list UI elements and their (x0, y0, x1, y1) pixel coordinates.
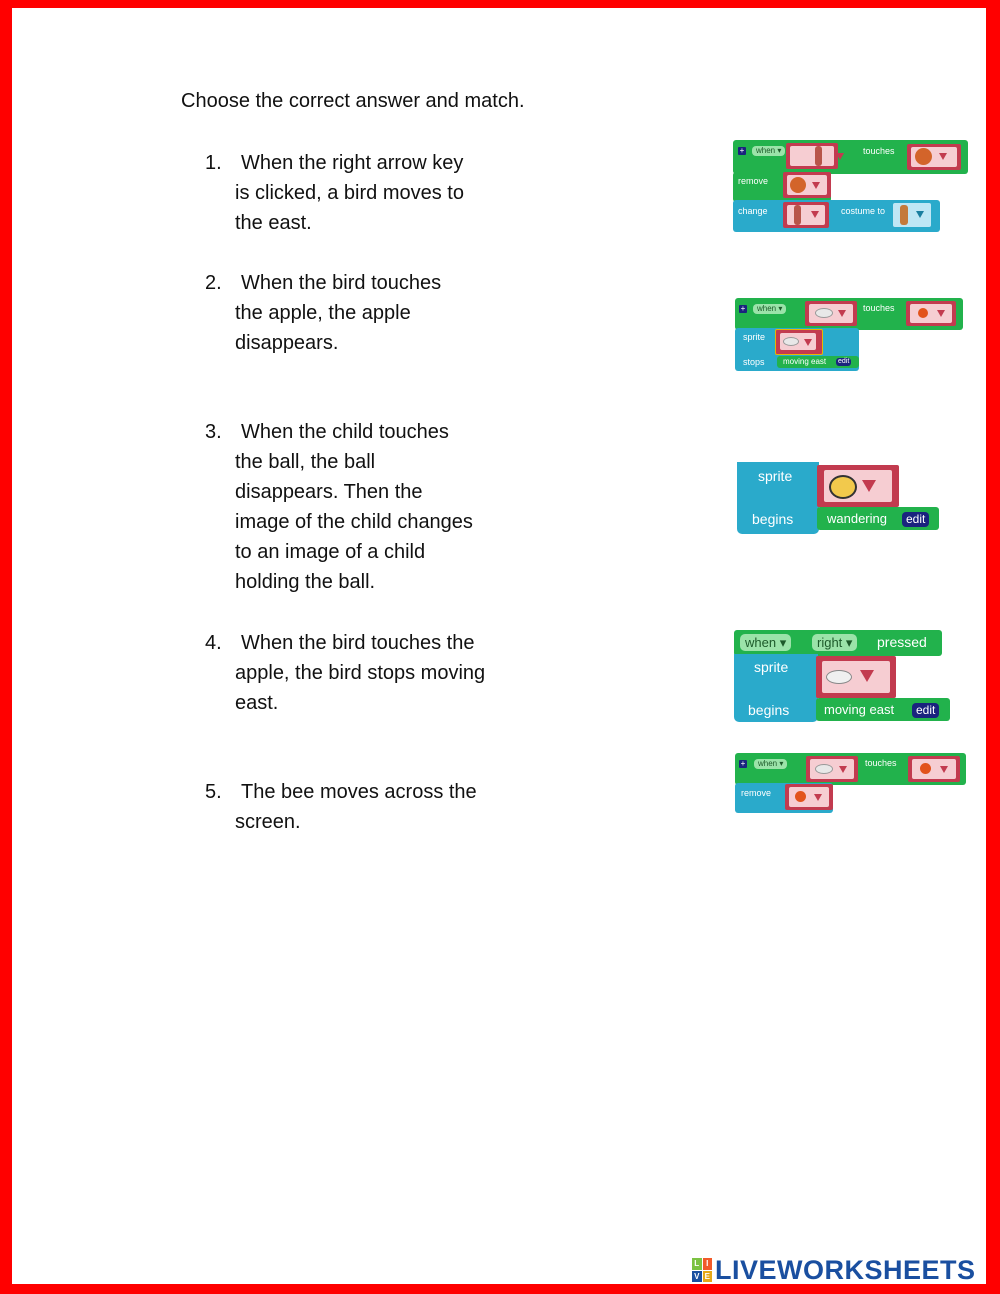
behavior-value: moving east (783, 357, 827, 366)
question-2 (205, 268, 441, 358)
when-dropdown[interactable]: when ▾ (752, 146, 785, 156)
question-line: screen. (235, 811, 301, 833)
edit-button[interactable]: edit (912, 703, 939, 718)
logo-grid-icon (692, 1258, 712, 1282)
question-line: to an image of a child (235, 541, 426, 563)
dropdown-arrow-icon (804, 339, 812, 346)
question-3 (205, 417, 473, 597)
child-icon (815, 146, 822, 166)
logo-letter: E (703, 1271, 713, 1283)
dropdown-arrow-icon (814, 794, 822, 801)
code-block-1[interactable] (733, 140, 968, 235)
sprite-label: sprite (754, 659, 789, 675)
when-dropdown[interactable]: when ▾ (754, 759, 787, 769)
edit-button[interactable]: edit (838, 358, 850, 365)
question-line: east. (235, 692, 279, 714)
apple-icon (920, 763, 931, 774)
pressed-label: pressed (877, 634, 927, 650)
question-line: When the bird touches the (241, 632, 475, 654)
remove-label: remove (738, 176, 769, 186)
question-number: 1. (205, 152, 222, 174)
question-line: When the child touches (241, 421, 449, 443)
instruction-text: Choose the correct answer and match. (181, 90, 525, 112)
when-dropdown[interactable]: when ▾ (740, 634, 791, 651)
dropdown-arrow-icon (812, 182, 820, 189)
bird-icon (815, 764, 833, 774)
question-line: When the right arrow key (241, 152, 464, 174)
question-number: 3. (205, 421, 222, 443)
begins-label: begins (752, 511, 794, 527)
dropdown-arrow-icon (838, 310, 846, 317)
costume-label: costume to (841, 206, 886, 216)
code-block-2[interactable] (735, 298, 963, 373)
question-4 (205, 628, 485, 718)
logo-letter: L (692, 1258, 702, 1270)
question-line: disappears. (235, 332, 339, 354)
slot-inner (790, 146, 834, 166)
edit-button[interactable]: edit (902, 512, 929, 527)
question-line: the apple, the apple (235, 302, 411, 324)
dropdown-arrow-icon (940, 766, 948, 773)
touches-label: touches (863, 146, 895, 156)
behavior-value: moving east (824, 702, 895, 717)
dropdown-arrow-icon (862, 480, 876, 492)
question-number: 5. (205, 781, 222, 803)
behavior-value: wandering (827, 511, 887, 526)
add-icon[interactable]: + (740, 304, 746, 313)
bird-icon (815, 308, 833, 318)
question-line: the ball, the ball (235, 451, 376, 473)
question-line: the east. (235, 212, 312, 234)
apple-icon (918, 308, 928, 318)
code-block-5[interactable] (735, 753, 966, 815)
change-label: change (738, 206, 768, 216)
remove-label: remove (741, 788, 772, 798)
key-dropdown[interactable]: right ▾ (812, 634, 857, 651)
costume-slot[interactable] (893, 203, 931, 227)
question-5 (205, 777, 477, 837)
question-1 (205, 148, 464, 238)
dropdown-arrow-icon (811, 211, 819, 218)
liveworksheets-logo (692, 1255, 976, 1285)
slot-inner (912, 759, 956, 779)
question-line: apple, the bird stops moving (235, 662, 486, 684)
question-number: 4. (205, 632, 222, 654)
question-number: 2. (205, 272, 222, 294)
dropdown-arrow-icon (916, 211, 924, 218)
slot-inner (910, 304, 952, 323)
code-block-3[interactable] (737, 462, 939, 537)
dropdown-arrow-icon (839, 766, 847, 773)
apple-icon (795, 791, 806, 802)
touches-label: touches (863, 303, 895, 313)
dropdown-arrow-icon (836, 153, 844, 160)
bee-icon (829, 475, 857, 499)
code-block-4[interactable] (734, 630, 950, 725)
basketball-icon (915, 148, 932, 165)
dropdown-arrow-icon (860, 670, 874, 682)
question-line: image of the child changes (235, 511, 473, 533)
add-icon[interactable]: + (740, 759, 746, 768)
logo-letter: V (692, 1271, 702, 1283)
begins-label: begins (748, 702, 790, 718)
child-icon (794, 205, 801, 225)
touches-label: touches (865, 758, 897, 768)
stops-label: stops (743, 357, 765, 367)
sprite-label: sprite (743, 332, 766, 342)
question-line: disappears. Then the (235, 481, 423, 503)
question-line: is clicked, a bird moves to (235, 182, 464, 204)
slot-inner (787, 205, 825, 225)
bird-icon (826, 670, 852, 684)
add-icon[interactable]: + (739, 146, 745, 155)
logo-text: LIVEWORKSHEETS (715, 1254, 976, 1285)
sprite-label: sprite (758, 468, 793, 484)
question-line: The bee moves across the (241, 781, 477, 803)
question-line: When the bird touches (241, 272, 442, 294)
basketball-icon (790, 177, 806, 193)
dropdown-arrow-icon (937, 310, 945, 317)
when-dropdown[interactable]: when ▾ (753, 304, 786, 314)
question-line: holding the ball. (235, 571, 376, 593)
bird-icon (783, 337, 799, 346)
child-with-ball-icon (900, 205, 908, 225)
logo-letter: I (703, 1258, 713, 1270)
dropdown-arrow-icon (939, 153, 947, 160)
